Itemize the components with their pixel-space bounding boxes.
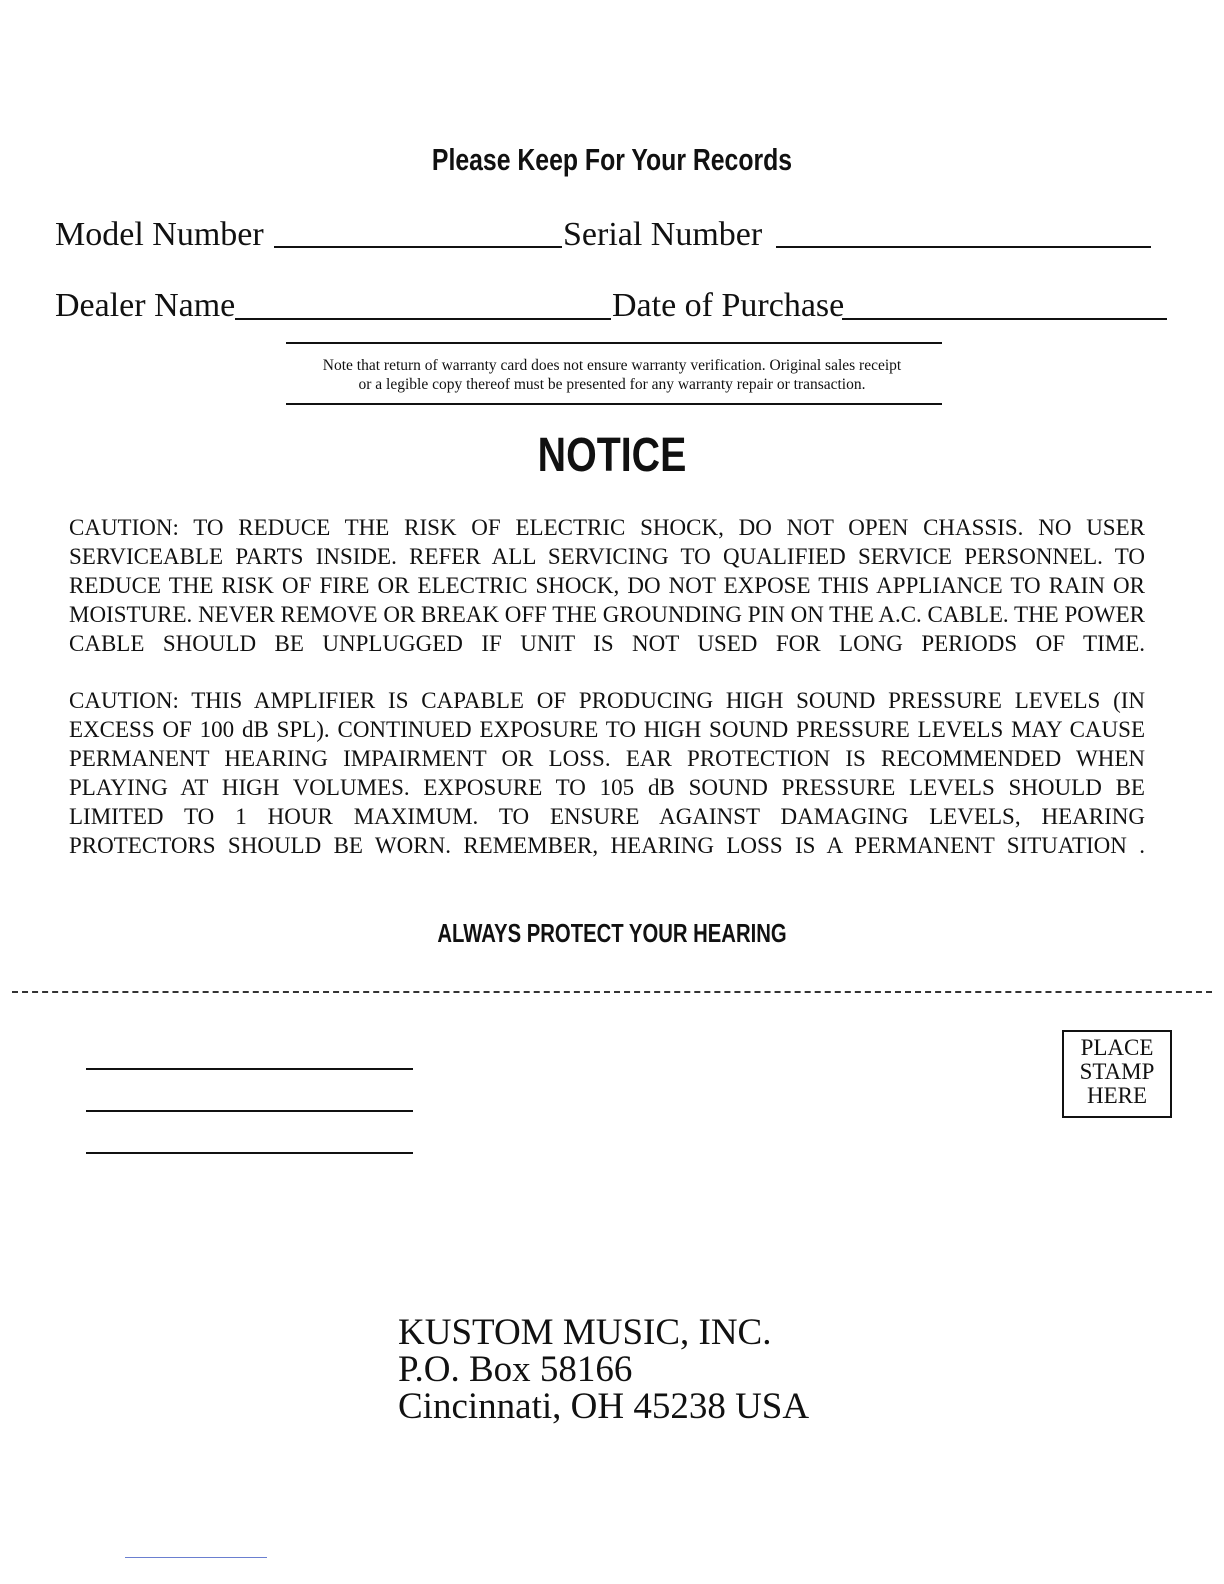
model-number-field[interactable]: [274, 246, 562, 248]
warranty-note: [200, 356, 1024, 394]
protect-hearing-heading: ALWAYS PROTECT YOUR HEARING: [437, 918, 787, 948]
records-title: Please Keep For Your Records: [431, 142, 793, 177]
bottom-edge-mark: [125, 1557, 267, 1558]
return-address-line-3[interactable]: [86, 1152, 413, 1154]
note-top-rule: [286, 342, 942, 344]
dealer-name-field[interactable]: [235, 318, 611, 320]
date-of-purchase-field[interactable]: [842, 318, 1167, 320]
caution-paragraph-hearing: CAUTION: THIS AMPLIFIER IS CAPABLE OF PRODUCING HIGH SOUND PRESSURE LEVELS (IN EXCESS OF 100 dB SPL). CONTINUED EXPOSURE TO HIGH SOUND PRESSURE LEVELS MAY CAUSE PERMANENT HEARING IMPAIRMENT OR LOSS. EAR PROTECTION IS RECOMMENDED WHEN PLAYING AT HIGH VOLUMES. EXPOSURE TO 105 dB SOUND PRESSURE LEVELS SHOULD BE LIMITED TO 1 HOUR MAXIMUM. TO ENSURE AGAINST DAMAGING LEVELS, HEARING PROTECTORS SHOULD BE WORN. REMEMBER, HEARING LOSS IS A PERMANENT SITUATION .: [69, 688, 1145, 858]
stamp-text-line-1: PLACE: [1080, 1035, 1154, 1060]
return-address-line-2[interactable]: [86, 1110, 413, 1112]
return-address-line-1[interactable]: [86, 1068, 413, 1070]
dealer-name-label: Dealer Name: [55, 287, 236, 324]
warranty-note-line-1: Note that return of warranty card does not ensure warranty verification. Original sales receipt: [322, 357, 902, 374]
date-of-purchase-label: Date of Purchase: [612, 287, 845, 324]
company-name: KUSTOM MUSIC, INC.: [398, 1312, 772, 1353]
mailing-address: [398, 1314, 809, 1425]
caution-paragraph-shock: CAUTION: TO REDUCE THE RISK OF ELECTRIC SHOCK, DO NOT OPEN CHASSIS. NO USER SERVICEABLE PARTS INSIDE. REFER ALL SERVICING TO QUALIFIED SERVICE PERSONNEL. TO REDUCE THE RISK OF FIRE OR ELECTRIC SHOCK, DO NOT EXPOSE THIS APPLIANCE TO RAIN OR MOISTURE. NEVER REMOVE OR BREAK OFF THE GROUNDING PIN ON THE A.C. CABLE. THE POWER CABLE SHOULD BE UNPLUGGED IF UNIT IS NOT USED FOR LONG PERIODS OF TIME.: [69, 515, 1145, 656]
notice-title: NOTICE: [537, 429, 687, 482]
po-box: P.O. Box 58166: [398, 1349, 633, 1390]
serial-number-field[interactable]: [776, 246, 1151, 248]
serial-number-label: Serial Number: [563, 216, 763, 253]
model-number-label: Model Number: [55, 216, 264, 253]
note-bottom-rule: [286, 403, 942, 405]
stamp-text-line-3: HERE: [1086, 1083, 1148, 1108]
city-state-zip: Cincinnati, OH 45238 USA: [398, 1386, 810, 1427]
stamp-box: [1062, 1030, 1172, 1118]
warranty-note-line-2: or a legible copy thereof must be presented for any warranty repair or transaction.: [358, 376, 866, 393]
stamp-text-line-2: STAMP: [1079, 1059, 1155, 1084]
cut-line: [12, 991, 1212, 993]
